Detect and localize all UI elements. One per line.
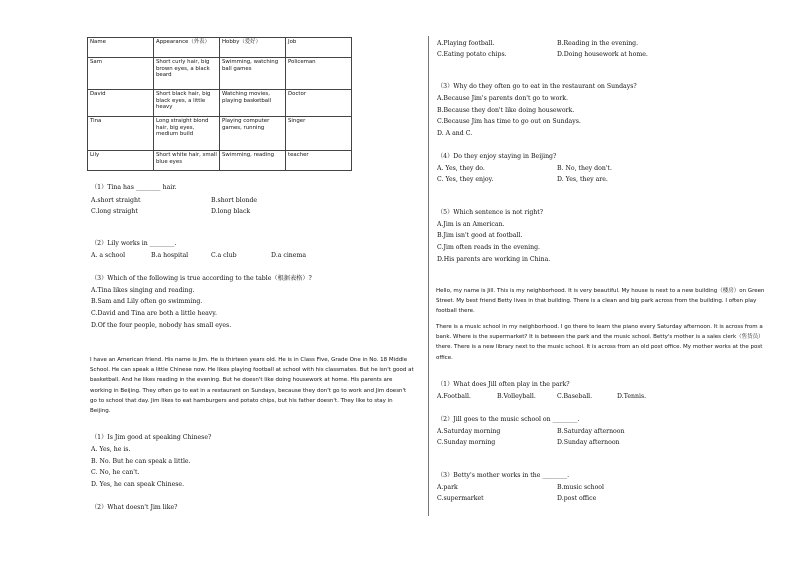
table-cell: Tina <box>88 117 154 151</box>
question-stem: （3）Betty's mother works in the ________. <box>437 472 570 479</box>
table-cell: Swimming, watching ball games <box>220 58 286 90</box>
option-d: D.Sunday afternoon <box>557 439 620 446</box>
option-b: B.Saturday afternoon <box>557 428 625 435</box>
table-cell: Short white hair, small blue eyes <box>154 151 220 171</box>
option-b: B. No. But he can speak a little. <box>91 458 191 465</box>
option-c: C.long straight <box>91 208 138 215</box>
column-divider <box>428 36 429 516</box>
option-b: B.short blonde <box>211 197 258 204</box>
option-d: D.Tennis. <box>617 393 647 400</box>
reading-passage-2-paragraph: There is a music school in my neighborhood. I go there to learn the piano every Saturday afternoon. It is across from a bank. Where is the supermarket? It is between the park and the music school. Betty's mother is a sales clerk（售货员）there. There is a new library next to the music school. It is across from an old post office. My mother works at the post office. <box>436 324 764 361</box>
option-d: D.long black <box>211 208 251 215</box>
table-cell: Playing computer games, running <box>220 117 286 151</box>
option-b: B.music school <box>557 484 605 491</box>
option-b: B.Because they don't like doing housework. <box>437 107 575 114</box>
table-row <box>88 117 352 151</box>
option-a: A.park <box>437 484 458 491</box>
table-cell: Short black hair, big black eyes, a little heavy <box>154 90 220 117</box>
table-header-cell: Appearance（外表） <box>154 38 220 58</box>
table-cell: David <box>88 90 154 117</box>
option-d: D. Yes, they are. <box>557 176 608 183</box>
option-c: C. Yes, they enjoy. <box>437 176 494 183</box>
option-c: C.Sunday morning <box>437 439 496 446</box>
option-c: C.supermarket <box>437 495 484 502</box>
option-d: D.His parents are working in China. <box>437 256 551 263</box>
table-cell: Swimming, reading <box>220 151 286 171</box>
table-cell: Sam <box>88 58 154 90</box>
table-cell: Short curly hair, big brown eyes, a black beard <box>154 58 220 90</box>
question-stem: （1）Is Jim good at speaking Chinese? <box>91 434 212 441</box>
question-stem: （4）Do they enjoy staying in Beijing? <box>437 153 557 160</box>
table-row <box>88 58 352 90</box>
option-a: A.Because Jim's parents don't go to work. <box>437 95 568 102</box>
table-header-cell: Job <box>286 38 352 58</box>
option-a: A.Saturday morning <box>437 428 501 435</box>
question-stem: （2）Jill goes to the music school on ________. <box>437 416 580 423</box>
table-header-cell: Hobby（爱好） <box>220 38 286 58</box>
option-d: D. Yes, he can speak Chinese. <box>91 481 185 488</box>
table-cell: Singer <box>286 117 352 151</box>
table-header-row <box>88 38 352 58</box>
question-stem: （5）Which sentence is not right? <box>437 209 544 216</box>
info-table <box>87 37 352 171</box>
question-stem: （1）Tina has ________ hair. <box>91 184 177 191</box>
table-cell: Doctor <box>286 90 352 117</box>
option-a: A.short straight <box>91 197 141 204</box>
option-b: B. No, they don't. <box>557 165 612 172</box>
option-c: C.David and Tina are both a little heavy. <box>91 310 217 317</box>
option-c: C.Because Jim has time to go out on Sundays. <box>437 118 581 125</box>
reading-passage-2-paragraph: Hello, my name is Jill. This is my neighborhood. It is very beautiful. My house is next to a new building（楼房）on Green Street. My best friend Betty lives in that building. There is a clean and big park across from the building. I often play football there. <box>436 288 765 315</box>
option-a: A.Playing football. <box>437 40 495 47</box>
table-cell: Watching movies, playing basketball <box>220 90 286 117</box>
table-cell: Policeman <box>286 58 352 90</box>
table-header-cell: Name <box>88 38 154 58</box>
question-stem: （3）Which of the following is true according to the table（根据表格）? <box>91 275 312 282</box>
option-a: A. a school <box>91 252 126 259</box>
option-c: C.a club <box>211 252 237 259</box>
question-stem: （2）Lily works in ________. <box>91 240 177 247</box>
option-b: B.Volleyball. <box>497 393 536 400</box>
question-stem: （1）What does Jill often play in the park? <box>437 381 570 388</box>
option-d: D.Doing housework at home. <box>557 51 648 58</box>
option-d: D.a cinema <box>271 252 307 259</box>
table-row <box>88 151 352 171</box>
option-a: A. Yes, they do. <box>437 165 485 172</box>
table-cell: teacher <box>286 151 352 171</box>
option-c: C.Eating potato chips. <box>437 51 507 58</box>
table-cell: Long straight blond hair, big eyes, medium build <box>154 117 220 151</box>
table-row <box>88 90 352 117</box>
reading-passage-1: I have an American friend. His name is Jim. He is thirteen years old. He is in Class Five, Grade One in No. 18 Middle School. He can speak a little Chinese now. He likes playing football at school with his classmates. But he isn't good at basketball. And he likes reading in the evening. But he doesn't like doing housework at home. His parents are working in Beijing. They often go to eat in a restaurant on Sundays, because they don't go to work and Jim doesn't go to school that day. Jim likes to eat hamburgers and potato chips, but his father doesn't. They like to stay in Beijing. <box>90 357 414 415</box>
option-b: B.Sam and Lily often go swimming. <box>91 298 203 305</box>
option-d: D. A and C. <box>437 130 473 137</box>
option-a: A.Jim is an American. <box>437 221 505 228</box>
option-d: D.Of the four people, nobody has small eyes. <box>91 322 232 329</box>
option-b: B.Reading in the evening. <box>557 40 639 47</box>
option-b: B.a hospital <box>151 252 189 259</box>
option-c: C.Jim often reads in the evening. <box>437 244 541 251</box>
option-b: B.Jim isn't good at football. <box>437 232 523 239</box>
option-a: A.Tina likes singing and reading. <box>91 287 195 294</box>
option-a: A. Yes, he is. <box>91 446 131 453</box>
question-stem: （2）What doesn't Jim like? <box>91 504 178 511</box>
option-c: C.Baseball. <box>557 393 593 400</box>
option-d: D.post office <box>557 495 597 502</box>
table-cell: Lily <box>88 151 154 171</box>
option-c: C. No, he can't. <box>91 469 140 476</box>
option-a: A.Football. <box>437 393 471 400</box>
question-stem: （3）Why do they often go to eat in the restaurant on Sundays? <box>437 83 637 90</box>
